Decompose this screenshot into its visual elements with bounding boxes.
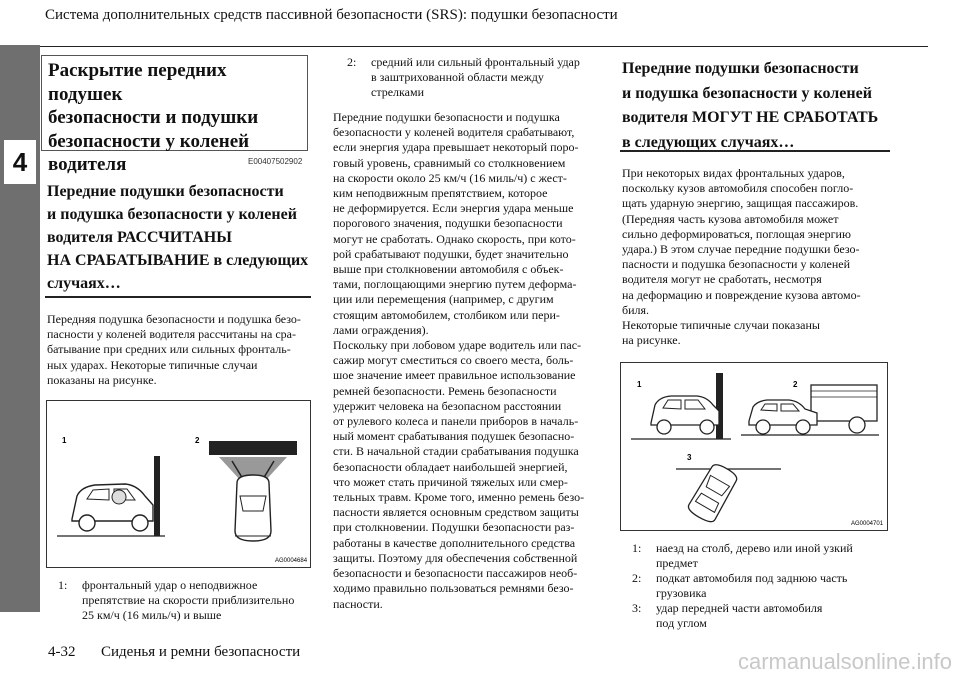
page-footer <box>48 644 300 661</box>
chapter-sidebar <box>0 45 40 612</box>
caption-line: под углом <box>656 616 707 630</box>
text-line: на скорости около 25 км/ч (16 миль/ч) с жест- <box>333 170 567 185</box>
caption-line: 25 км/ч (16 миль/ч) и выше <box>82 608 222 622</box>
figure-label-1: 1 <box>637 380 642 389</box>
title-line: Передние подушки безопасности <box>622 60 859 77</box>
section-title-deploy <box>47 180 317 295</box>
text-line: пасности является основным средством защиты <box>333 505 579 520</box>
caption-no-deploy-1 <box>632 541 902 571</box>
text-line: что может стать причиной тяжелых или смер- <box>333 474 568 489</box>
title-line: случаях… <box>47 275 121 292</box>
title-line: и подушка безопасности у коленей <box>47 206 297 223</box>
text-line: шое значение имеет правильное использование <box>333 368 576 383</box>
section-rule <box>45 296 311 298</box>
caption-line: грузовика <box>656 586 707 600</box>
footer-chapter-title: Сиденья и ремни безопасности <box>101 644 301 660</box>
text-line: не деформируется. Если энергия удара меньше <box>333 201 574 216</box>
boxed-title-line: водителя <box>48 154 127 175</box>
text-line: сти. В начальной стадии срабатывания подушка <box>333 444 579 459</box>
text-line: при столкновении. Подушки безопасности раз- <box>333 520 575 535</box>
truck-underride-icon <box>741 385 879 435</box>
page-header: Система дополнительных средств пассивной безопасности (SRS): подушки безопасности <box>45 7 618 23</box>
paragraph-no-deploy <box>622 166 912 348</box>
text-line: ных ударах. Некоторые типичные случаи <box>47 357 258 372</box>
caption-line: предмет <box>656 556 698 570</box>
caption-line: фронтальный удар о неподвижное <box>82 578 258 592</box>
chapter-number: 4 <box>4 140 36 184</box>
figure-deploy-illustration <box>47 401 310 567</box>
caption-line: подкат автомобиля под заднюю часть <box>656 571 848 585</box>
text-line: от рулевого колеса и панели приборов в началь- <box>333 414 579 429</box>
text-line: безопасности обладает наибольшей энергией, <box>333 459 568 474</box>
caption-line: в заштрихованной области между <box>371 70 544 84</box>
text-line: ходимо правильно пользоваться ремнями безо- <box>333 581 574 596</box>
text-line: щать ударную энергию, защищая пассажиров. <box>622 196 859 211</box>
car-top-view-impact-icon <box>209 441 297 541</box>
text-line: ремней безопасности. Ремень безопасности <box>333 383 557 398</box>
text-line: лами ограждения). <box>333 322 429 337</box>
figure-label-3: 3 <box>687 453 692 462</box>
page-number: 4-32 <box>48 644 76 660</box>
pole-impact-icon <box>631 373 731 439</box>
text-line: на деформацию и повреждение кузова автомо- <box>622 287 861 302</box>
boxed-title-line: Раскрытие передних подушек <box>48 60 227 105</box>
section-title-no-deploy <box>622 57 912 155</box>
watermark: carmanualsonline.info <box>737 649 952 674</box>
header-rule <box>40 46 928 47</box>
text-line: порогового значения, подушки безопасности <box>333 216 563 231</box>
text-line: пасности у коленей водителя рассчитаны на сра- <box>47 327 296 342</box>
text-line: если энергия удара превышает некоторый поро- <box>333 140 579 155</box>
text-line: удержит человека на безопасном расстоянии <box>333 398 562 413</box>
text-line: ный момент срабатывания подушек безопасно- <box>333 429 575 444</box>
text-line: Передние подушки безопасности и подушка <box>333 110 560 124</box>
text-line: пасности и подушка безопасности у коленей <box>622 257 851 272</box>
title-line: водителя МОГУТ НЕ СРАБОТАТЬ <box>622 109 879 126</box>
text-line: поскольку кузов автомобиля способен погло- <box>622 181 854 196</box>
text-line: могут не сработать. Однако скорость, при кото- <box>333 231 576 246</box>
text-line: водителя могут не сработать, несмотря <box>622 272 822 287</box>
text-line: безопасности и безопасности пассажиров необ- <box>333 566 578 581</box>
text-line: ким неподвижным препятствием, которое <box>333 186 548 201</box>
text-line: Поскольку при лобовом ударе водитель или пас- <box>333 338 582 353</box>
figure-no-deploy-illustration <box>621 363 887 530</box>
figure-code: AG0004701 <box>851 521 884 527</box>
text-line: сильно деформироваться, поглощая энергию <box>622 226 851 241</box>
text-line: стоящим автомобилем, столбиком или пери- <box>333 307 560 322</box>
text-line: рой срабатывают подушки, будет значительно <box>333 246 569 261</box>
caption-line: средний или сильный фронтальный удар <box>371 55 580 69</box>
caption-no-deploy-3 <box>632 601 902 631</box>
text-line: При некоторых видах фронтальных ударов, <box>622 166 845 180</box>
caption-line: стрелками <box>371 85 425 99</box>
figure-label-2: 2 <box>195 436 200 445</box>
caption-line: удар передней части автомобиля <box>656 601 823 615</box>
section-code: E00407502902 <box>248 157 303 166</box>
angled-impact-icon <box>676 461 781 524</box>
paragraph-deploy <box>47 312 317 388</box>
caption-number: 3: <box>632 601 642 615</box>
title-line: водителя РАССЧИТАНЫ <box>47 229 232 246</box>
section-rule <box>620 150 890 152</box>
text-line: биля. <box>622 302 650 317</box>
figure-label-1: 1 <box>62 436 67 445</box>
text-line: защиты. Поэтому для обеспечения собственной <box>333 550 578 565</box>
caption-no-deploy-2 <box>632 571 902 601</box>
figure-no-deploy-cases <box>620 362 888 531</box>
boxed-title-line: безопасности у коленей <box>48 130 250 152</box>
figure-code: AG0004684 <box>275 558 308 564</box>
title-line: Передние подушки безопасности <box>47 183 284 200</box>
title-line: НА СРАБАТЫВАНИЕ в следующих <box>47 252 309 269</box>
figure-label-2: 2 <box>793 380 798 389</box>
text-line: Некоторые типичные случаи показаны <box>622 318 820 333</box>
caption-number: 1: <box>58 578 68 592</box>
text-line: тельных травм. Кроме того, именно ремень безо- <box>333 490 585 505</box>
text-line: на рисунке. <box>622 333 681 348</box>
caption-1 <box>58 578 328 623</box>
caption-line: препятствие на скорости приблизительно <box>82 593 295 607</box>
caption-number: 2: <box>347 55 357 69</box>
text-line: тами, поглощающими энергию путем деформа- <box>333 277 577 292</box>
caption-number: 2: <box>632 571 642 585</box>
text-line: удара.) В этом случае передние подушки безо- <box>622 242 860 257</box>
text-line: безопасности у коленей водителя срабатывают, <box>333 125 575 140</box>
text-line: выше при столкновении автомобиля с объек- <box>333 262 564 277</box>
paragraph-main <box>333 110 623 612</box>
text-line: сажир могут сместиться со своего места, боль- <box>333 353 574 368</box>
boxed-title-line: безопасности и подушки <box>48 107 259 128</box>
car-side-impact-icon <box>57 456 165 536</box>
text-line: говый уровень, сравнимый со столкновением <box>333 155 566 170</box>
text-line: показаны на рисунке. <box>47 372 157 387</box>
text-line: батывание при средних или сильных фронталь- <box>47 342 291 357</box>
title-line: и подушка безопасности у коленей <box>622 84 872 102</box>
text-line: Передняя подушка безопасности и подушка безо- <box>47 312 301 326</box>
caption-number: 1: <box>632 541 642 555</box>
text-line: пасности. <box>333 596 383 611</box>
title-line: в следующих случаях… <box>622 133 795 151</box>
text-line: работаны в качестве дополнительного средства <box>333 535 576 550</box>
caption-line: наезд на столб, дерево или иной узкий <box>656 541 853 555</box>
text-line: ции или перемещения (например, с другим <box>333 292 554 307</box>
figure-deploy-cases <box>46 400 311 568</box>
text-line: (Передняя часть кузова автомобиля может <box>622 211 839 226</box>
caption-2 <box>347 55 617 100</box>
